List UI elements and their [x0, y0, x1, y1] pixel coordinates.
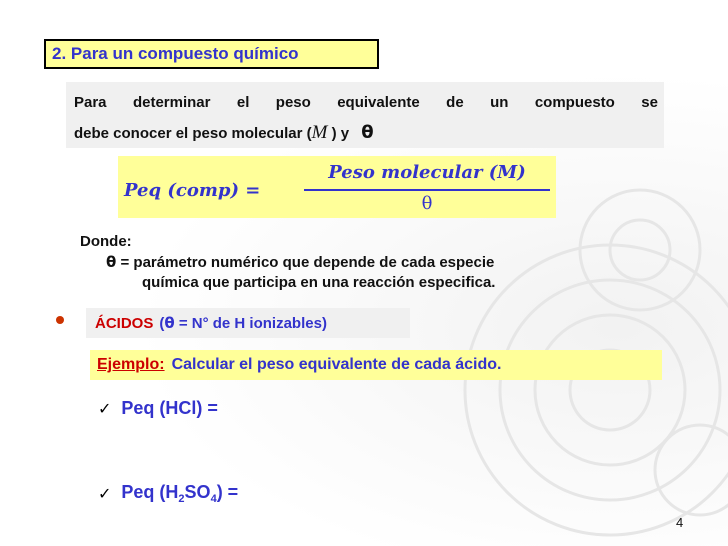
bullet-icon: [56, 316, 64, 324]
definition-line-1: θ = parámetro numérico que depende de cada especie: [106, 253, 495, 271]
donde-label: Donde:: [80, 233, 132, 250]
molecular-weight-symbol: M: [311, 122, 328, 143]
example-box: [90, 350, 662, 380]
definition-line-2: química que participa en una reacción especifica.: [142, 274, 496, 291]
section-title: 2. Para un compuesto químico: [44, 39, 379, 69]
theta-symbol: θ: [361, 122, 374, 143]
check-icon: ✓: [98, 484, 112, 503]
page-number: 4: [676, 515, 684, 530]
intro-line-1: Para determinar el peso equivalente de un compuesto se: [74, 94, 658, 111]
definition-block: [80, 232, 680, 293]
example-label: Ejemplo:: [97, 356, 165, 373]
intro-line-2: debe conocer el peso molecular (M ) y θ: [74, 122, 374, 143]
fraction-bar: [304, 189, 550, 191]
intro-text: [66, 82, 664, 148]
formula-numerator: Peso molecular (M): [328, 162, 526, 183]
formula-lhs: Peq (comp) =: [124, 180, 261, 201]
exercise-item-hcl: ✓ Peq (HCl) =: [98, 398, 218, 418]
acids-label: ÁCIDOS: [95, 314, 154, 332]
exercise-item-h2so4: ✓ Peq $(H_2SO_4)$ =: [98, 482, 239, 505]
check-icon: ✓: [98, 399, 112, 418]
example-text: Calcular el peso equivalente de cada ácido.: [171, 356, 502, 373]
formula-denominator: θ: [421, 193, 433, 214]
acids-rule: (θ = N° de H ionizables): [159, 314, 327, 332]
formula-box: [118, 156, 556, 218]
acids-heading: [86, 308, 410, 338]
